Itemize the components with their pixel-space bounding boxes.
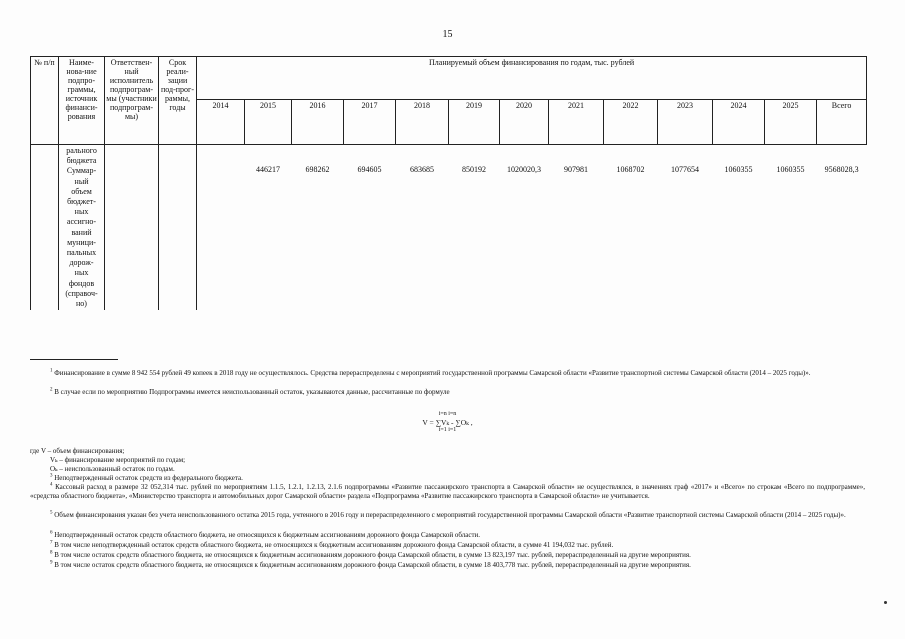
formula-ok: Oₖ – неиспользованный остаток по годам. [50, 465, 175, 473]
table-row [31, 145, 867, 311]
footnote-6: $^6$ Неподтвержденный остаток средств областного бюджета, не относящихся к бюджетным ассигнованиям дорожного фонда Самарской области. [50, 530, 481, 539]
footnote-3: $^3$ Неподтвержденный остаток средств из федерального бюджета. [50, 473, 243, 482]
cell-2024: 1060355 [724, 165, 753, 174]
name-line: ный [74, 176, 89, 186]
header-term: Срок реали-зации под-прог-раммы, годы [159, 57, 197, 145]
cell-2015: 446217 [256, 165, 280, 174]
cell-responsible [105, 145, 159, 311]
year-2015: 2015 [245, 100, 292, 145]
cell-2018: 683685 [410, 165, 434, 174]
year-2020: 2020 [500, 100, 549, 145]
cell-2025: 1060355 [776, 165, 805, 174]
name-line: муници- [67, 237, 96, 247]
formula-lower-limits: i=1 i=1 [438, 427, 457, 433]
cell-2019: 850192 [462, 165, 486, 174]
footnote-5: $^5$ Объем финансирования указан без учета неиспользованного остатка 2015 года, учтенного в 2016 году и перераспределенного с мероприятий государственной программы Самарской области «Развитие транспортной системы Самарской области (2014 – 2025 годы)». [50, 510, 846, 519]
footnote-8: $^8$ В том числе остаток средств областного бюджета, не относящихся к бюджетным ассигнованиям дорожного фонда Самарской области, в сумме 13 823,197 тыс. рублей, перераспределенный на другие мероприятия. [50, 550, 691, 559]
page-number: 15 [442, 29, 453, 40]
name-line: бюджет- [67, 197, 96, 207]
formula-upper-limits: i=n i=n [438, 411, 457, 417]
year-2019: 2019 [449, 100, 500, 145]
footnote-9: $^9$ В том числе остаток средств областного бюджета, не относящихся к бюджетным ассигнованиям дорожного фонда Самарской области, в сумме 18 403,778 тыс. рублей, перераспределенный на другие мероприятия. [50, 560, 691, 569]
header-responsible: Ответствен-ный исполнитель подпрограм-мы (участники подпрограм-мы) [105, 57, 159, 145]
year-2016: 2016 [292, 100, 344, 145]
cell-2016: 698262 [305, 165, 330, 174]
cell-2021: 907981 [564, 165, 588, 174]
formula-main: V = ∑Vₖ - ∑Oₖ , [422, 418, 473, 427]
formula [0, 411, 895, 434]
header-name: Наиме-нова-ние подпро-граммы, источник финанси-рования [59, 57, 105, 145]
name-line: объем [71, 186, 92, 196]
name-line: пальных [66, 248, 97, 258]
year-2021: 2021 [549, 100, 604, 145]
name-line: бюджета [66, 156, 97, 166]
formula-vk: Vₖ – финансирование мероприятий по годам; [50, 456, 186, 464]
footnote-2: $^2$ В случае если по мероприятию Подпрограммы имеется неиспользованный остаток, указываются данные, рассчитанные по формуле [50, 387, 450, 396]
name-line: рального [66, 146, 97, 155]
cell-2020: 1020020,3 [507, 165, 541, 174]
header-num: № п/п [31, 57, 59, 145]
financing-table [30, 56, 867, 310]
year-2025: 2025 [765, 100, 817, 145]
scan-speck [884, 601, 887, 604]
cell-num [31, 145, 59, 311]
name-line: ных [74, 207, 89, 217]
name-line: дорож- [69, 258, 94, 268]
year-2017: 2017 [344, 100, 396, 145]
name-line: ваний [71, 227, 92, 237]
cell-2014 [197, 145, 245, 311]
header-planned: Планируемый объем финансирования по годам, тыс. рублей [197, 57, 867, 100]
year-2023: 2023 [658, 100, 713, 145]
name-line: ных [74, 268, 89, 278]
cell-name [59, 145, 105, 311]
name-line: но) [76, 299, 87, 309]
year-2022: 2022 [604, 100, 658, 145]
year-total: Всего [817, 100, 867, 145]
footnote-4: $^4$ Кассовый расход в размере 32 052,314 тыс. рублей по мероприятиям 1.1.5, 1.2.1, 1.2.13, 2.1.6 подпрограммы «Развитие пассажирского транспорта в Самарской области» не осуществлялся, в значениях граф «2017» и «Всего» по строкам «Всего по подпрограмме», «средства областного бюджета», «Министерство транспорта и автомобильных дорог Самарской области» раздела «Подпрограмма «Развитие пассажирского транспорта в Самарской области» не учитывается. [30, 482, 865, 500]
footnote-separator [30, 359, 118, 360]
footnote-7: $^7$ В том числе неподтвержденный остаток средств областного бюджета, не относящихся к бюджетным ассигнованиям дорожного фонда Самарской области, в сумме 41 194,032 тыс. рублей. [50, 540, 614, 549]
year-2024: 2024 [713, 100, 765, 145]
name-line: Суммар- [66, 166, 97, 176]
name-line: ассигно- [66, 217, 97, 227]
formula-where: где V – объем финансирования; [30, 447, 125, 455]
cell-term [159, 145, 197, 311]
name-line: (справоч- [65, 288, 98, 298]
footnote-1: $^1$ Финансирование в сумме 8 942 554 рублей 49 копеек в 2018 году не осуществлялось. Средства перераспределены с мероприятий государственной программы Самарской области «Развитие транспортной системы Самарской области (2014 – 2025 годы)». [50, 368, 811, 377]
cell-total: 9568028,3 [824, 165, 859, 174]
cell-2017: 694605 [357, 165, 382, 174]
cell-2023: 1077654 [671, 165, 699, 174]
year-2018: 2018 [396, 100, 449, 145]
cell-2022: 1068702 [616, 165, 645, 174]
name-line: фондов [68, 278, 95, 288]
year-2014: 2014 [197, 100, 245, 145]
